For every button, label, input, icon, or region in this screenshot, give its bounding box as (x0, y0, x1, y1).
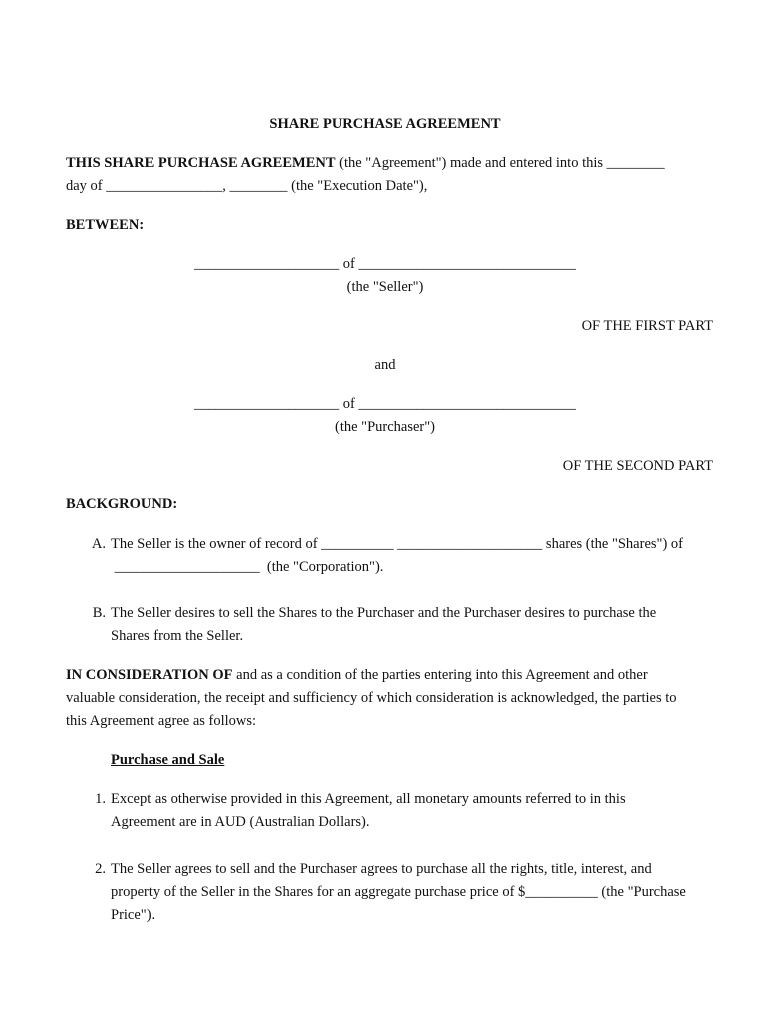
clause-line: Agreement are in AUD (Australian Dollars). (111, 814, 370, 830)
clause-line: The Seller agrees to sell and the Purchaser agrees to purchase all the rights, title, interest, and (111, 861, 652, 877)
section-heading-purchase-and-sale: Purchase and Sale (111, 752, 225, 768)
background-item-line: ____________________ (the "Corporation"). (111, 559, 384, 575)
intro-line-2: day of ________________, ________ (the "Execution Date"), (66, 178, 428, 194)
seller-line: ____________________ of ______________________________ (194, 256, 576, 272)
intro-lead-rest: (the "Agreement") made and entered into this ________ (335, 155, 665, 171)
background-item-line: The Seller is the owner of record of __________ ____________________ shares (the "Shares") of (111, 536, 683, 552)
clause-marker: 2. (95, 861, 106, 877)
second-part-label: OF THE SECOND PART (562, 458, 713, 474)
clause-line: Except as otherwise provided in this Agreement, all monetary amounts referred to in this (111, 791, 626, 807)
purchaser-line: ____________________ of ______________________________ (194, 396, 576, 412)
background-item-line: The Seller desires to sell the Shares to the Purchaser and the Purchaser desires to purchase the (111, 605, 657, 621)
intro-line-1 (66, 154, 665, 172)
and-text: and (374, 357, 396, 373)
clause-line: Price"). (111, 907, 156, 923)
consideration-line-2: valuable consideration, the receipt and sufficiency of which consideration is acknowledged, the parties to (66, 690, 677, 706)
consideration-line-3: this Agreement agree as follows: (66, 713, 257, 729)
first-part-label: OF THE FIRST PART (581, 318, 713, 334)
intro-lead-bold: THIS SHARE PURCHASE AGREEMENT (66, 155, 336, 171)
seller-label: (the "Seller") (346, 279, 424, 295)
background-item-marker: A. (91, 536, 106, 552)
background-item-marker: B. (92, 605, 106, 621)
document-title: SHARE PURCHASE AGREEMENT (269, 116, 501, 132)
purchaser-label: (the "Purchaser") (334, 419, 435, 435)
consideration-lead-rest: and as a condition of the parties entering into this Agreement and other (232, 667, 648, 683)
clause-marker: 1. (95, 791, 106, 807)
consideration-line-1 (66, 666, 648, 684)
between-heading: BETWEEN: (66, 217, 145, 233)
clause-line: property of the Seller in the Shares for an aggregate purchase price of $__________ (the "Purchase (111, 884, 686, 900)
consideration-lead-bold: IN CONSIDERATION OF (66, 667, 233, 683)
background-item-line: Shares from the Seller. (111, 628, 244, 644)
background-heading: BACKGROUND: (66, 496, 178, 512)
